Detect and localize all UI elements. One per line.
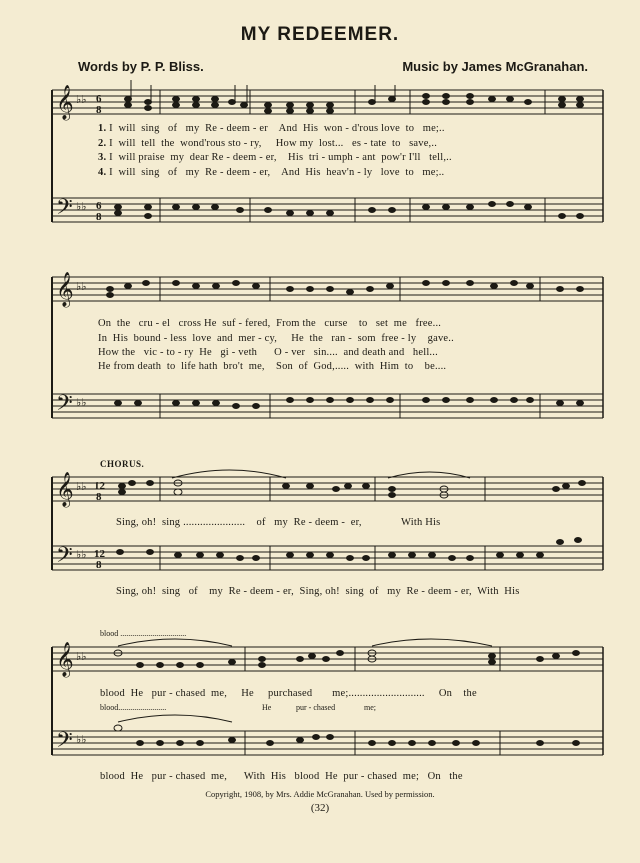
middle-lyric-a: blood........................ (100, 703, 167, 712)
svg-text:𝄢: 𝄢 (56, 543, 73, 572)
music-credit: Music by James McGranahan. (402, 59, 588, 74)
svg-text:6: 6 (96, 200, 102, 212)
lyric-line: He from death to life hath bro't me, Son of God,..... with Him to be.... (98, 361, 447, 372)
svg-text:♭♭: ♭♭ (76, 201, 87, 213)
lyric-line: 2. I will tell the wond'rous sto - ry, How my lost... es - tate to save,.. (98, 138, 438, 149)
svg-text:♭♭: ♭♭ (76, 549, 87, 561)
svg-text:8: 8 (96, 559, 102, 571)
svg-text:𝄢: 𝄢 (56, 195, 73, 224)
svg-text:8: 8 (96, 211, 102, 223)
svg-text:𝄞: 𝄞 (56, 86, 74, 119)
svg-text:♭♭: ♭♭ (76, 94, 87, 106)
lyric-line: How the vic - to - ry He gi - veth O - ver sin.... and death and hell... (98, 347, 438, 358)
svg-text:𝄞: 𝄞 (56, 273, 74, 306)
chorus-treble-lyric: Sing, oh! sing ...................... of my Re - deem - er, With His (116, 517, 441, 528)
page-number: (32) (310, 802, 330, 814)
svg-text:12: 12 (94, 548, 105, 560)
svg-text:6: 6 (96, 93, 102, 105)
words-credit: Words by P. P. Bliss. (78, 59, 204, 74)
svg-text:♭♭: ♭♭ (76, 481, 87, 493)
lyric-line: In His bound - less love and mer - cy, He the ran - som free - ly gave.. (98, 333, 454, 344)
middle-lyric-c: pur - chased (296, 703, 336, 712)
chorus-bass-lyric: Sing, oh! sing of my Re - deem - er, Sing, oh! sing of my Re - deem - er, With His (116, 586, 520, 597)
svg-text:𝄢: 𝄢 (56, 728, 73, 757)
system4-treble-lyric: blood He pur - chased me, He purchased me;........................... On the (100, 688, 477, 699)
hymn-title: MY REDEEMER. (240, 24, 400, 45)
svg-text:𝄢: 𝄢 (56, 391, 73, 420)
middle-lyric-b: He (262, 703, 272, 712)
lyric-line: On the cru - el cross He suf - fered, From the curse to set me free... (98, 318, 442, 329)
svg-text:8: 8 (96, 104, 102, 116)
svg-text:12: 12 (94, 480, 105, 492)
above-staff-lyric: blood ................................. (100, 629, 187, 638)
svg-text:8: 8 (96, 491, 102, 503)
middle-lyric-d: me; (364, 703, 376, 712)
svg-text:♭♭: ♭♭ (76, 651, 87, 663)
svg-text:𝄞: 𝄞 (56, 643, 74, 676)
svg-text:♭♭: ♭♭ (76, 397, 87, 409)
svg-text:♭♭: ♭♭ (76, 734, 87, 746)
lyric-line: 4. I will sing of my Re - deem - er, And His heav'n - ly love to me;.. (98, 167, 445, 178)
chorus-label: CHORUS. (100, 459, 145, 469)
system4-bass-lyric: blood He pur - chased me, With His blood He pur - chased me; On the (100, 771, 463, 782)
lyric-line: 3. I will praise my dear Re - deem - er, His tri - umph - ant pow'r I'll tell,.. (98, 152, 452, 163)
svg-text:♭♭: ♭♭ (76, 281, 87, 293)
svg-text:𝄞: 𝄞 (56, 473, 74, 506)
copyright-notice: Copyright, 1908, by Mrs. Addie McGranahan. Used by permission. (205, 789, 435, 799)
lyric-line: 1. I will sing of my Re - deem - er And His won - d'rous love to me;.. (98, 123, 445, 134)
